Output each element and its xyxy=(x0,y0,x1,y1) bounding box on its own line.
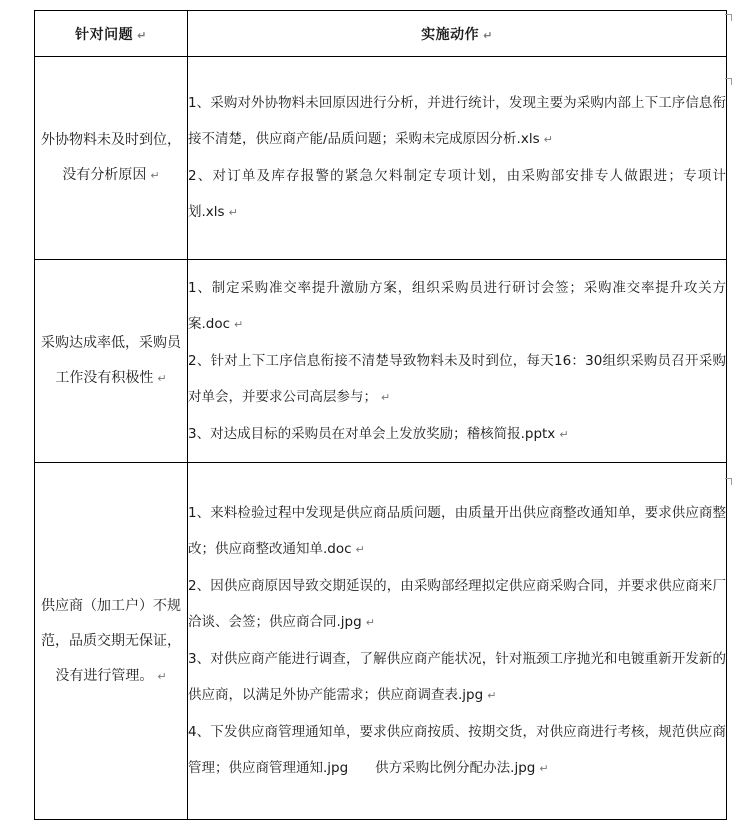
action-item: 3、对供应商产能进行调查，了解供应商产能状况，针对瓶颈工序抛光和电镀重新开发新的供应商，以满足外协产能需求；供应商调查表.jpg ↵ xyxy=(188,651,726,703)
action-cell xyxy=(188,260,727,463)
margin-marker xyxy=(725,78,732,85)
table-row xyxy=(35,260,727,463)
action-item: 2、针对上下工序信息衔接不清楚导致物料未及时到位，每天16：30组织采购员召开采购对单会，并要求公司高层参与； ↵ xyxy=(188,352,726,405)
action-cell xyxy=(188,57,727,260)
action-item: 2、因供应商原因导致交期延误的，由采购部经理拟定供应商采购合同，并要求供应商来厂洽谈、会签；供应商合同.jpg ↵ xyxy=(188,578,726,630)
header-action: 实施动作 ↵ xyxy=(188,11,727,57)
header-row xyxy=(35,11,727,57)
action-item: 3、对达成目标的采购员在对单会上发放奖励；稽核简报.pptx ↵ xyxy=(188,425,569,442)
action-cell xyxy=(188,463,727,820)
issue-cell: 采购达成率低，采购员工作没有积极性 ↵ xyxy=(35,260,188,463)
action-item: 2、对订单及库存报警的紧急欠料制定专项计划，由采购部安排专人做跟进；专项计划.xls ↵ xyxy=(188,168,726,220)
action-item: 1、制定采购准交率提升激励方案，组织采购员进行研讨会签；采购准交率提升攻关方案.doc ↵ xyxy=(188,279,726,332)
header-issue: 针对问题 ↵ xyxy=(35,11,188,57)
margin-marker xyxy=(725,478,732,485)
measures-table xyxy=(34,10,727,820)
action-item: 1、来料检验过程中发现是供应商品质问题，由质量开出供应商整改通知单，要求供应商整改；供应商整改通知单.doc ↵ xyxy=(188,505,726,557)
action-item: 1、采购对外协物料未回原因进行分析，并进行统计，发现主要为采购内部上下工序信息衔接不清楚，供应商产能/品质问题；采购未完成原因分析.xls ↵ xyxy=(188,95,726,147)
issue-cell: 供应商（加工户）不规范，品质交期无保证，没有进行管理。 ↵ xyxy=(35,463,188,820)
table-row xyxy=(35,57,727,260)
action-item: 4、下发供应商管理通知单，要求供应商按质、按期交货，对供应商进行考核，规范供应商管理；供应商管理通知.jpg 供方采购比例分配办法.jpg ↵ xyxy=(188,724,726,776)
table-row xyxy=(35,463,727,820)
issue-cell: 外协物料未及时到位，没有分析原因 ↵ xyxy=(35,57,188,260)
margin-marker xyxy=(725,14,732,21)
